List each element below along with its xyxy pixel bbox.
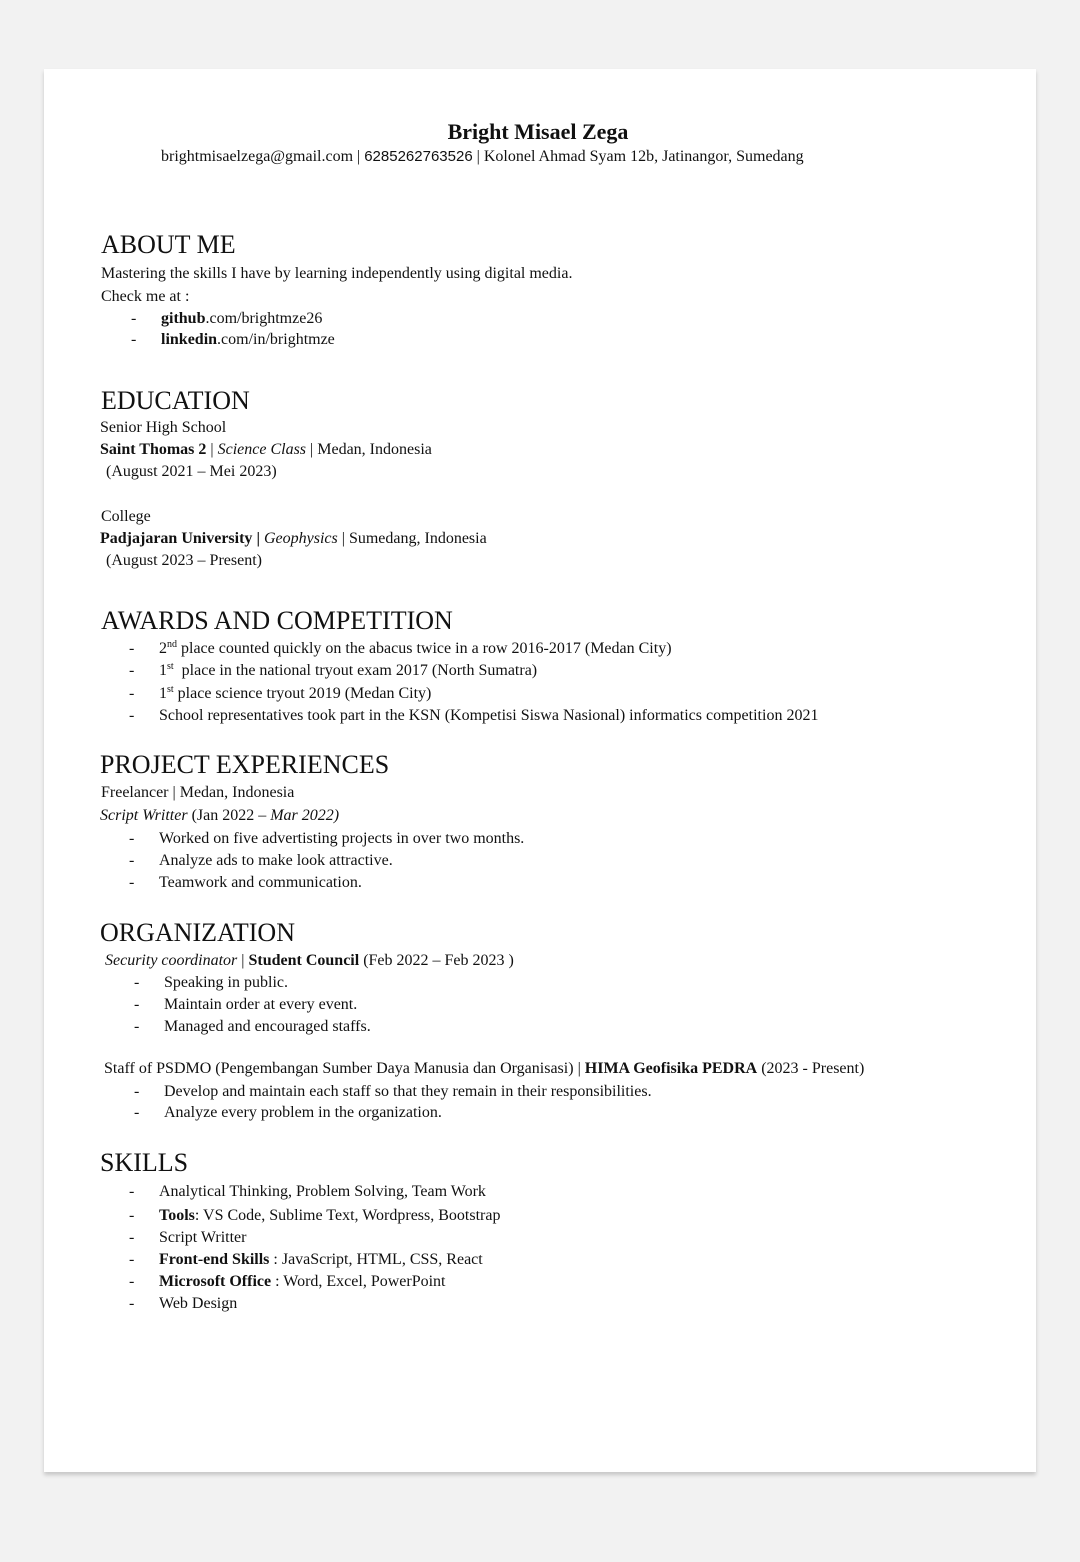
phone[interactable]: 6285262763526 — [364, 148, 473, 165]
section-title-projects: PROJECT EXPERIENCES — [100, 750, 390, 779]
bullet-dash: - — [129, 1295, 135, 1312]
bullet-dash: - — [129, 830, 135, 847]
bullet-dash: - — [129, 852, 135, 869]
award-item: 2nd place counted quickly on the abacus twice in a row 2016-2017 (Medan City) — [159, 639, 672, 657]
edu-school-line: Padjajaran University | Geophysics | Sumedang, Indonesia — [100, 530, 487, 547]
edu-school-line: Saint Thomas 2 | Science Class | Medan, Indonesia — [100, 441, 432, 458]
bullet-dash: - — [134, 974, 140, 991]
bullet-dash: - — [129, 685, 135, 702]
org-item: Develop and maintain each staff so that they remain in their responsibilities. — [164, 1083, 652, 1100]
bullet-dash: - — [129, 707, 135, 724]
award-item: 1st place in the national tryout exam 2017 (North Sumatra) — [159, 661, 538, 679]
org-item: Analyze every problem in the organization. — [164, 1104, 442, 1121]
skill-item: Analytical Thinking, Problem Solving, Team Work — [159, 1183, 486, 1200]
bullet-dash: - — [134, 1083, 140, 1100]
award-item: 1st place science tryout 2019 (Medan City) — [159, 684, 432, 702]
address: Kolonel Ahmad Syam 12b, Jatinangor, Sumedang — [483, 148, 804, 165]
bullet-dash: - — [129, 1229, 135, 1246]
resume-page — [44, 69, 1036, 1472]
skill-item: Microsoft Office : Word, Excel, PowerPoint — [159, 1273, 446, 1290]
project-item: Analyze ads to make look attractive. — [159, 852, 393, 869]
project-employer: Freelancer | Medan, Indonesia — [101, 784, 295, 801]
org-item: Managed and encouraged staffs. — [164, 1018, 371, 1035]
email[interactable]: brightmisaelzega@gmail.com — [161, 148, 354, 165]
edu-period: (August 2023 – Present) — [106, 552, 262, 569]
bullet-dash: - — [129, 1273, 135, 1290]
section-title-organization: ORGANIZATION — [100, 918, 295, 947]
org-heading: Security coordinator | Student Council (Feb 2022 – Feb 2023 ) — [105, 952, 514, 969]
linkedin-link[interactable]: linkedin.com/in/brightmze — [161, 331, 335, 348]
bullet-dash: - — [134, 996, 140, 1013]
edu-level: Senior High School — [100, 419, 227, 436]
org-item: Maintain order at every event. — [164, 996, 358, 1013]
award-item: School representatives took part in the KSN (Kompetisi Siswa Nasional) informatics competition 2021 — [159, 707, 819, 724]
bullet-dash: - — [129, 1251, 135, 1268]
org-item: Speaking in public. — [164, 974, 288, 991]
project-item: Worked on five advertisting projects in over two months. — [159, 830, 525, 847]
about-text: Mastering the skills I have by learning independently using digital media. — [101, 265, 573, 282]
bullet-dash: - — [134, 1104, 140, 1121]
section-title-awards: AWARDS AND COMPETITION — [101, 606, 453, 635]
bullet-dash: - — [131, 331, 137, 348]
org-heading: Staff of PSDMO (Pengembangan Sumber Daya Manusia dan Organisasi) | HIMA Geofisika PEDRA (2023 - Present) — [104, 1060, 865, 1077]
bullet-dash: - — [129, 1207, 135, 1224]
bullet-dash: - — [129, 1183, 135, 1200]
bullet-dash: - — [131, 310, 137, 327]
edu-period: (August 2021 – Mei 2023) — [106, 463, 277, 480]
skill-item: Front-end Skills : JavaScript, HTML, CSS, React — [159, 1251, 483, 1268]
skill-item: Script Writter — [159, 1229, 247, 1246]
bullet-dash: - — [134, 1018, 140, 1035]
contact-line: brightmisaelzega@gmail.com | 6285262763526 | Kolonel Ahmad Syam 12b, Jatinangor, Sumedang — [161, 148, 804, 165]
edu-level: College — [101, 508, 151, 525]
github-link[interactable]: github.com/brightmze26 — [161, 310, 323, 327]
resume-name: Bright Misael Zega — [447, 119, 629, 144]
project-item: Teamwork and communication. — [159, 874, 362, 891]
bullet-dash: - — [129, 662, 135, 679]
section-title-about: ABOUT ME — [101, 230, 236, 259]
section-title-education: EDUCATION — [101, 386, 250, 415]
skill-item: Web Design — [159, 1295, 238, 1312]
bullet-dash: - — [129, 640, 135, 657]
project-role: Script Writter (Jan 2022 – Mar 2022) — [100, 807, 340, 824]
bullet-dash: - — [129, 874, 135, 891]
skill-item: Tools: VS Code, Sublime Text, Wordpress, Bootstrap — [159, 1207, 501, 1224]
about-check: Check me at : — [101, 288, 190, 305]
section-title-skills: SKILLS — [100, 1148, 189, 1177]
